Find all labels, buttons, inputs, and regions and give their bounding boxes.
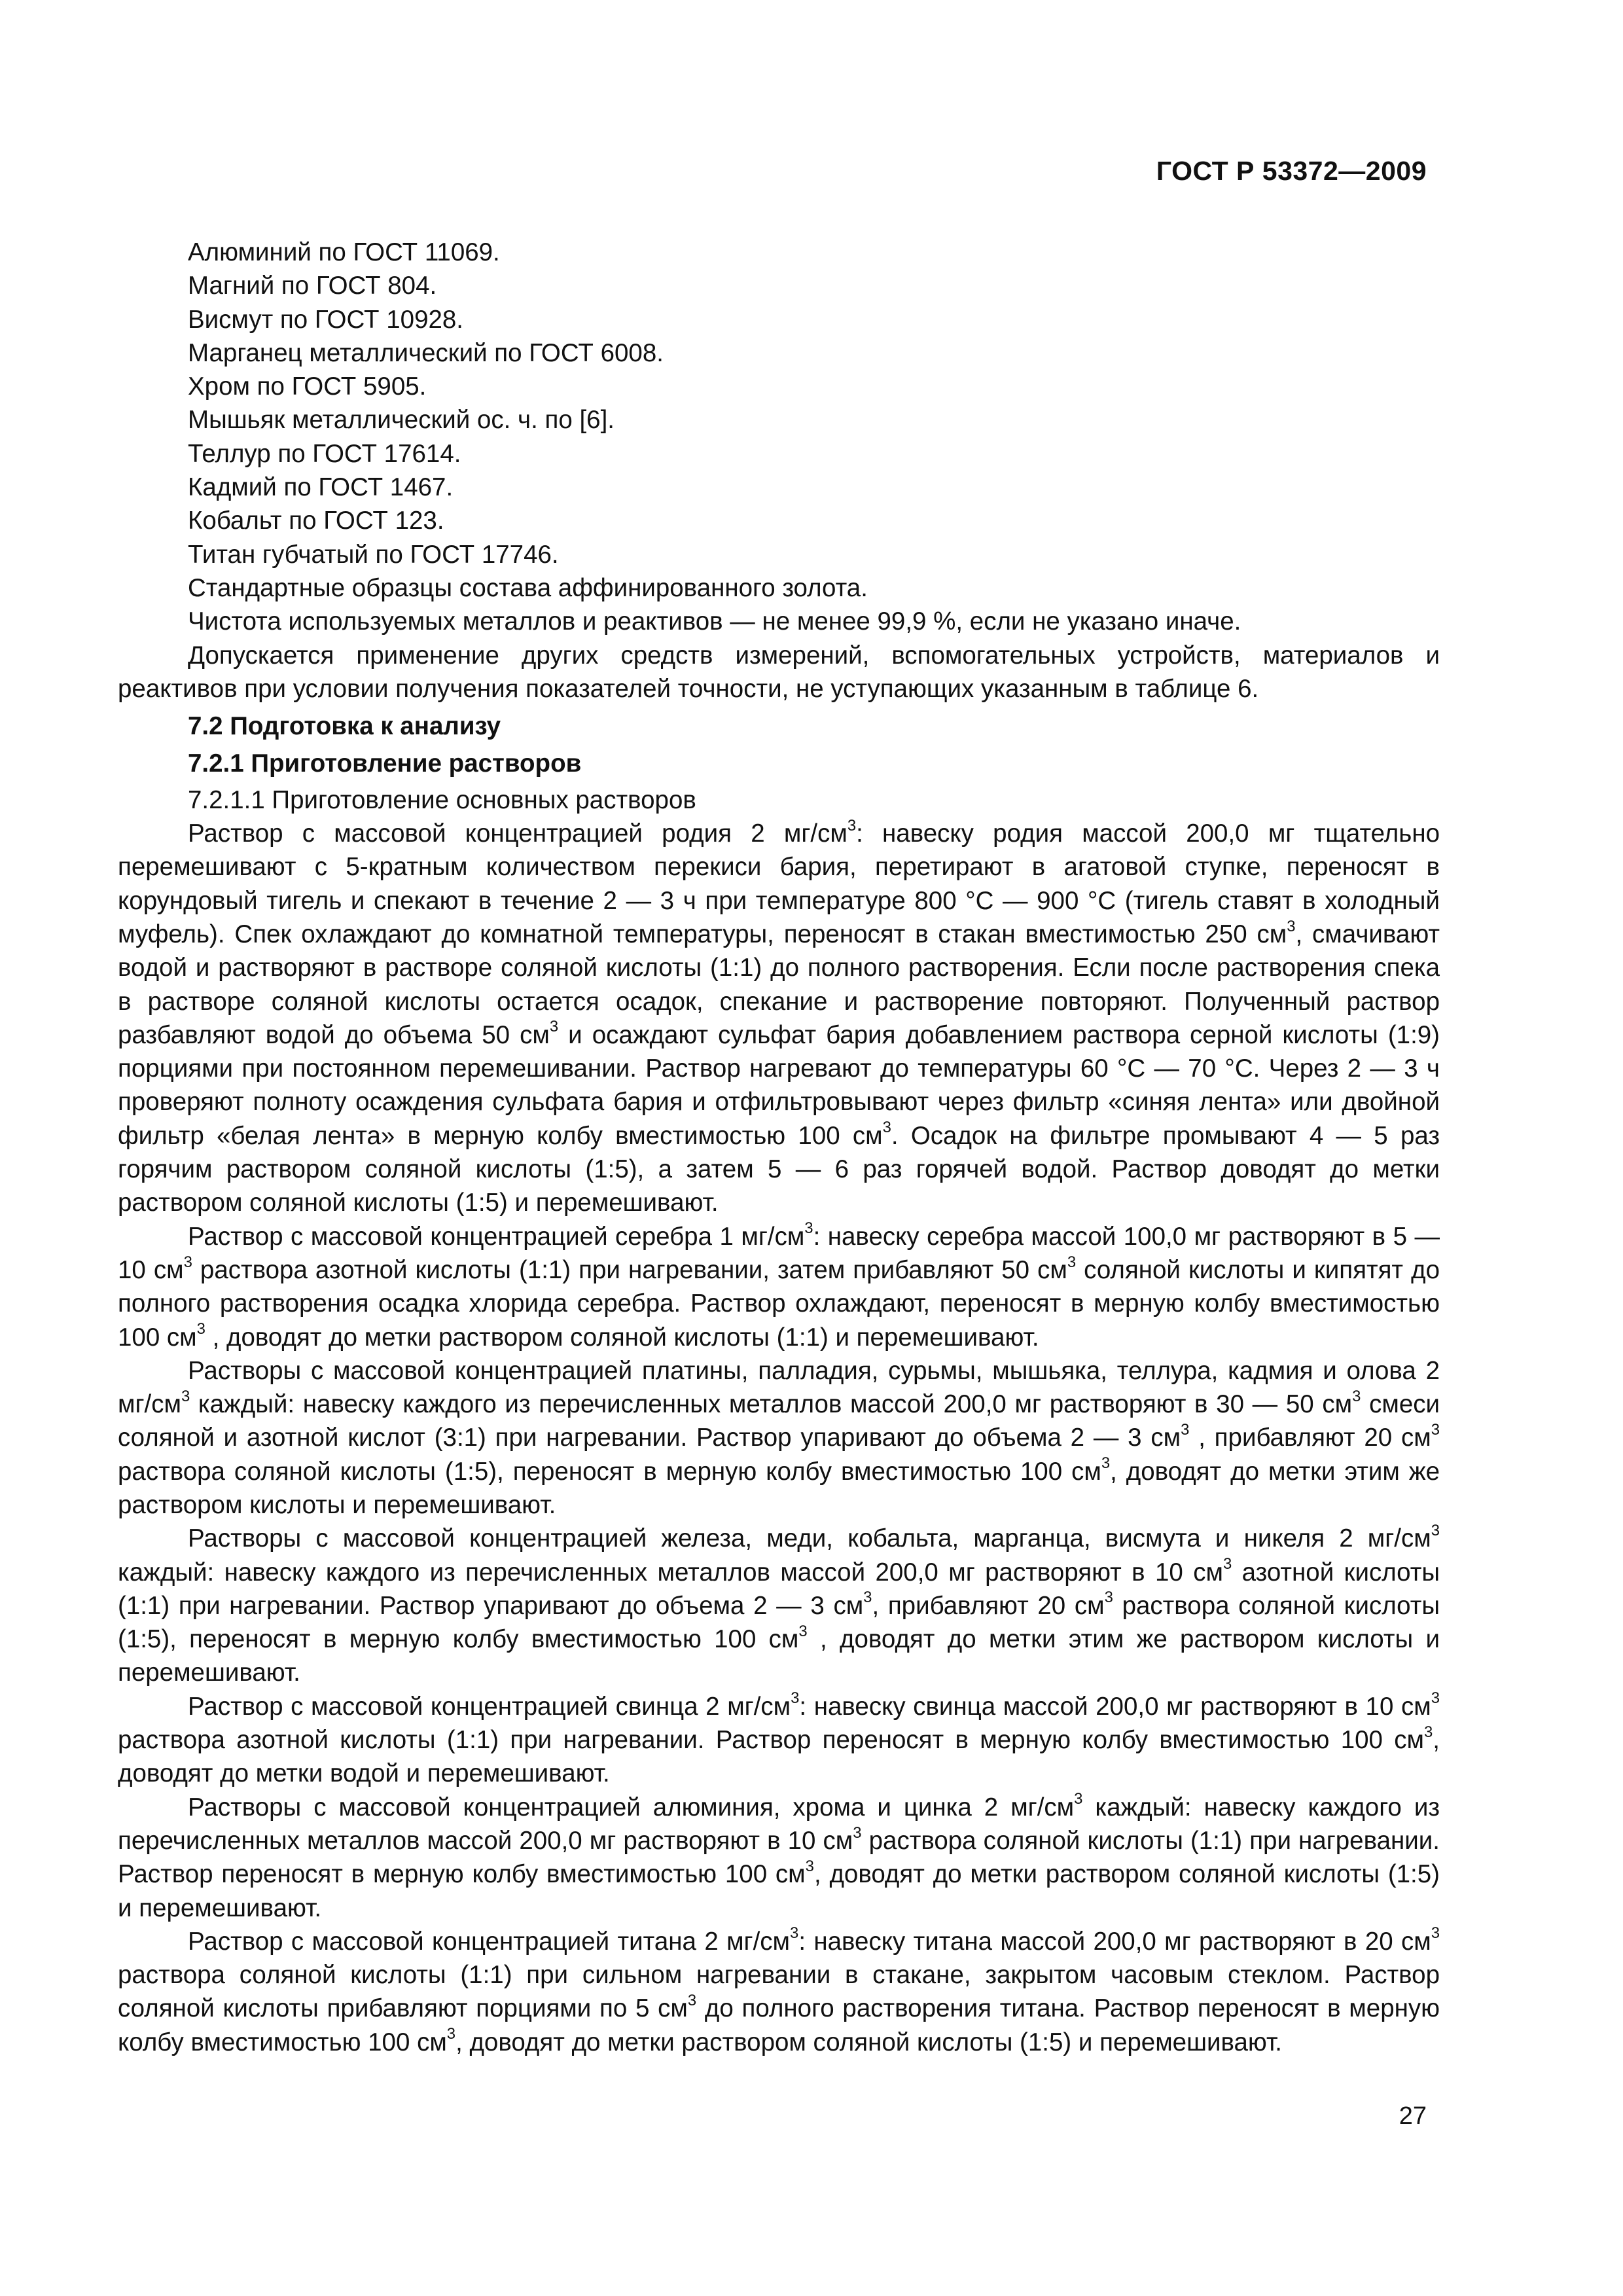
- paragraph-rhodium-solution: Раствор с массовой концентрацией родия 2 $мг/см^3$: навеску родия массой 200,0 мг тщательно перемешивают с 5-кратным количеством перекиси бария, перетирают в агатовой ступке, переносят в корундовый тигель и спекают в течение 2 — 3 ч при температуре 800 °С — 900 °С (тигель ставят в холодный муфель). Спек охлаждают до комнатной температуры, переносят в стакан вместимостью 250 $см^3$, смачивают водой и растворяют в растворе соляной кислоты (1:1) до полного растворения. Если после растворения спека в растворе соляной кислоты остается осадок, спекание и растворение повторяют. Полученный раствор разбавляют водой до объема 50 $см^3$ и осаждают сульфат бария добавлением раствора серной кислоты (1:9) порциями при постоянном перемешивании. Раствор нагревают до температуры 60 °С — 70 °С. Через 2 — 3 ч проверяют полноту осаждения сульфата бария и отфильтровывают через фильтр «синяя лента» или двойной фильтр «белая лента» в мерную колбу вместимостью 100 $см^3$. Осадок на фильтре промывают 4 — 5 раз горячим раствором соляной кислоты (1:5), а затем 5 — 6 раз горячей водой. Раствор доводят до метки раствором соляной кислоты (1:5) и перемешивают.: [118, 816, 1440, 1217]
- paragraph-iron-group-solutions: Растворы с массовой концентрацией железа, меди, кобальта, марганца, висмута и никеля 2 $мг/см^3$ каждый: навеску каждого из перечисленных металлов массой 200,0 мг растворяют в 10 $см^3$ азотной кислоты (1:1) при нагревании. Раствор упаривают до объема 2 — 3 $см^3$, прибавляют 20 $см^3$ раствора соляной кислоты (1:5), переносят в мерную колбу вместимостью 100 $см^3$ , доводят до метки этим же раствором кислоты и перемешивают.: [118, 1521, 1440, 1687]
- section-heading-7-2: 7.2 Подготовка к анализу: [188, 712, 501, 741]
- paragraph-silver-solution: Раствор с массовой концентрацией серебра 1 $мг/см^3$: навеску серебра массой 100,0 мг растворяют в 5 — 10 $см^3$ раствора азотной кислоты (1:1) при нагревании, затем прибавляют 50 $см^3$ соляной кислоты и кипятят до полного растворения осадка хлорида серебра. Раствор охлаждают, переносят в мерную колбу вместимостью 100 $см^3$ , доводят до метки раствором соляной кислоты (1:1) и перемешивают.: [118, 1219, 1440, 1352]
- section-heading-7-2-1: 7.2.1 Приготовление растворов: [188, 749, 582, 778]
- list-item: Хром по ГОСТ 5905.: [188, 372, 427, 401]
- paragraph-aluminium-chromium-zinc-solutions: Растворы с массовой концентрацией алюминия, хрома и цинка 2 $мг/см^3$ каждый: навеску каждого из перечисленных металлов массой 200,0 мг растворяют в 10 $см^3$ раствора соляной кислоты (1:1) при нагревании. Раствор переносят в мерную колбу вместимостью 100 $см^3$, доводят до метки раствором соляной кислоты (1:5) и перемешивают.: [118, 1790, 1440, 1922]
- page-number: 27: [1399, 2102, 1427, 2130]
- paragraph-platinum-group-solutions: Растворы с массовой концентрацией платины, палладия, сурьмы, мышьяка, теллура, кадмия и олова 2 $мг/см^3$ каждый: навеску каждого из перечисленных металлов массой 200,0 мг растворяют в 30 — 50 $см^3$ смеси соляной и азотной кислот (3:1) при нагревании. Раствор упаривают до объема 2 — 3 $см^3$ , прибавляют 20 $см^3$ раствора соляной кислоты (1:5), переносят в мерную колбу вместимостью 100 $см^3$, доводят до метки этим же раствором кислоты и перемешивают.: [118, 1356, 1440, 1519]
- list-item: Стандартные образцы состава аффинированного золота.: [188, 573, 868, 602]
- list-item: Титан губчатый по ГОСТ 17746.: [188, 540, 559, 569]
- list-item: Кадмий по ГОСТ 1467.: [188, 473, 454, 502]
- list-item: Марганец металлический по ГОСТ 6008.: [188, 338, 664, 367]
- section-heading-7-2-1-1: 7.2.1.1 Приготовление основных растворов: [188, 785, 696, 814]
- list-item: Теллур по ГОСТ 17614.: [188, 439, 461, 468]
- list-item: Мышьяк металлический ос. ч. по [6].: [188, 406, 615, 435]
- paragraph-titanium-solution: Раствор с массовой концентрацией титана 2 $мг/см^3$: навеску титана массой 200,0 мг растворяют в 20 $см^3$ раствора соляной кислоты (1:1) при сильном нагревании в стакане, закрытом часовым стеклом. Раствор соляной кислоты прибавляют порциями по 5 $см^3$ до полного растворения титана. Раствор переносят в мерную колбу вместимостью 100 $см^3$, доводят до метки раствором соляной кислоты (1:5) и перемешивают.: [118, 1924, 1440, 2056]
- paragraph-lead-solution: Раствор с массовой концентрацией свинца 2 $мг/см^3$: навеску свинца массой 200,0 мг растворяют в 10 $см^3$ раствора азотной кислоты (1:1) при нагревании. Раствор переносят в мерную колбу вместимостью 100 $см^3$, доводят до метки водой и перемешивают.: [118, 1689, 1440, 1788]
- document-body: [118, 236, 1440, 2059]
- list-item: Кобальт по ГОСТ 123.: [188, 507, 444, 535]
- list-item: Магний по ГОСТ 804.: [188, 272, 437, 300]
- list-item: Алюминий по ГОСТ 11069.: [188, 238, 500, 266]
- page-header-standard-id: ГОСТ Р 53372—2009: [1156, 156, 1427, 186]
- list-item: Чистота используемых металлов и реактивов — не менее 99,9 %, если не указано иначе.: [188, 607, 1241, 636]
- list-item: Висмут по ГОСТ 10928.: [188, 305, 463, 334]
- note-paragraph: Допускается применение других средств измерений, вспомогательных устройств, материалов и реактивов при условии получения показателей точности, не уступающих указанным в таблице 6.: [118, 641, 1440, 703]
- materials-list: [118, 236, 1440, 639]
